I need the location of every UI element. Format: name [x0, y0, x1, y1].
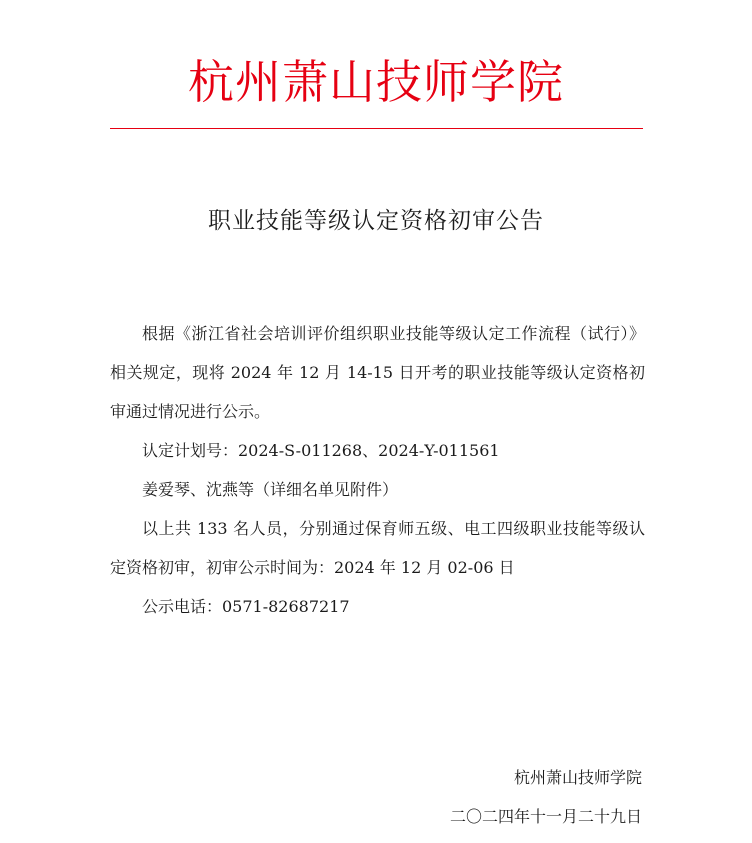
- institution-header: 杭州萧山技师学院: [188, 55, 564, 109]
- document-title: 职业技能等级认定资格初审公告: [208, 208, 544, 234]
- phone-paragraph: 公示电话：0571-82687217: [142, 597, 350, 616]
- intro-paragraph: 根据《浙江省社会培训评价组织职业技能等级认定工作流程（试行）》相关规定，现将 2024 年 12 月 14-15 日开考的职业技能等级认定资格初审通过情况进行公示。: [110, 324, 645, 421]
- summary-paragraph: 以上共 133 名人员，分别通过保育师五级、电工四级职业技能等级认定资格初审，初审公示时间为：2024 年 12 月 02-06 日: [110, 519, 645, 577]
- issue-date: 二〇二四年十一月二十九日: [449, 807, 642, 826]
- issuer-name: 杭州萧山技师学院: [513, 768, 642, 787]
- signature-block: [450, 758, 642, 836]
- header-divider: [110, 128, 643, 129]
- names-paragraph: 姜爱琴、沈燕等（详细名单见附件）: [142, 480, 399, 499]
- document-body: [110, 314, 645, 626]
- plan-number-paragraph: 认定计划号：2024-S-011268、2024-Y-011561: [142, 441, 500, 460]
